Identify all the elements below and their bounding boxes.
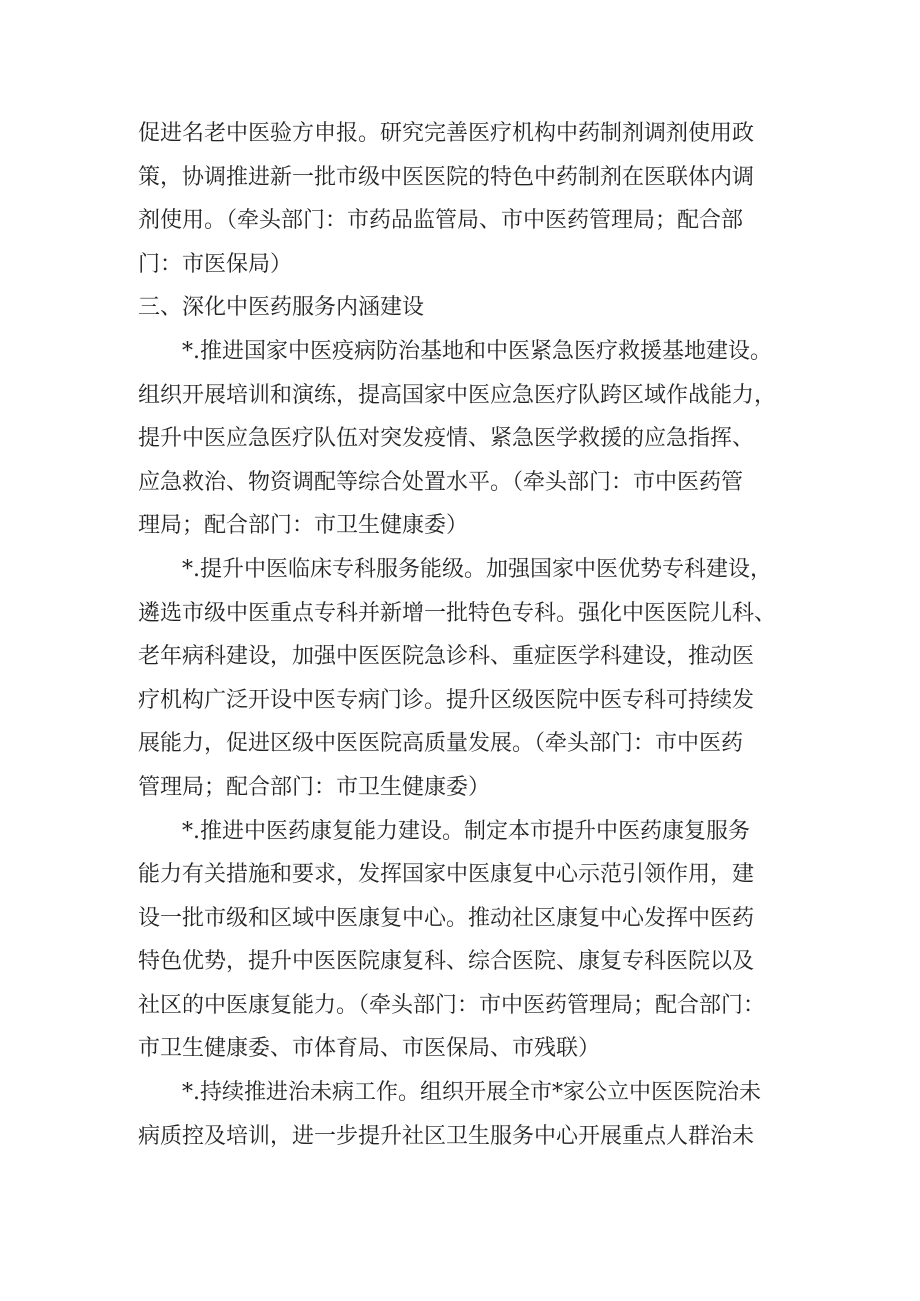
text-line: 展能力，促进区级中医医院高质量发展。（牵头部门：市中医药 [138,731,744,757]
text-line: *.提升中医临床专科服务能级。加强国家中医优势专科建设， [182,556,772,582]
text-line: 设一批市级和区域中医康复中心。推动社区康复中心发挥中医药 [138,905,755,931]
text-line: *.推进国家中医疫病防治基地和中医紧急医疗救援基地建设。 [182,338,772,364]
text-line: 门：市医保局） [138,251,293,277]
paragraph-preventive-treatment [138,1071,798,1158]
text-line: *.持续推进治未病工作。组织开展全市*家公立中医医院治未 [182,1080,761,1106]
text-line: 策，协调推进新一批市级中医医院的特色中药制剂在医联体内调 [138,164,755,190]
text-line: 提升中医应急医疗队伍对突发疫情、紧急医学救援的应急指挥、 [138,426,755,452]
text-line: *.推进中医药康复能力建设。制定本市提升中医药康复服务 [182,818,750,844]
text-line: 市卫生健康委、市体育局、市医保局、市残联） [138,1036,601,1062]
text-line: 应急救治、物资调配等综合处置水平。（牵头部门：市中医药管 [138,469,744,495]
text-line: 理局；配合部门：市卫生健康委） [138,513,469,539]
paragraph-clinical-specialty [138,548,798,810]
text-line: 促进名老中医验方申报。研究完善医疗机构中药制剂调剂使用政 [138,121,755,146]
text-line: 老年病科建设，加强中医医院急诊科、重症医学科建设，推动医 [138,644,755,670]
section-heading [138,286,798,330]
text-line: 特色优势，提升中医医院康复科、综合医院、康复专科医院以及 [138,949,755,975]
text-line: 遴选市级中医重点专科并新增一批特色专科。强化中医医院儿科、 [138,600,777,626]
document-body [138,112,798,1158]
text-line: 疗机构广泛开设中医专病门诊。提升区级医院中医专科可持续发 [138,687,755,713]
text-line: 管理局；配合部门：市卫生健康委） [138,774,491,800]
text-line: 病质控及培训，进一步提升社区卫生服务中心开展重点人群治未 [138,1123,755,1149]
paragraph-drug-preparation [138,112,798,286]
paragraph-epidemic-base [138,330,798,548]
paragraph-rehabilitation [138,810,798,1072]
text-line: 剂使用。（牵头部门：市药品监管局、市中医药管理局；配合部 [138,208,744,234]
text-line: 能力有关措施和要求，发挥国家中医康复中心示范引领作用，建 [138,862,755,888]
text-line: 社区的中医康复能力。（牵头部门：市中医药管理局；配合部门： [138,992,766,1018]
heading-text: 三、深化中医药服务内涵建设 [138,295,425,321]
text-line: 组织开展培训和演练，提高国家中医应急医疗队跨区域作战能力， [138,382,777,408]
